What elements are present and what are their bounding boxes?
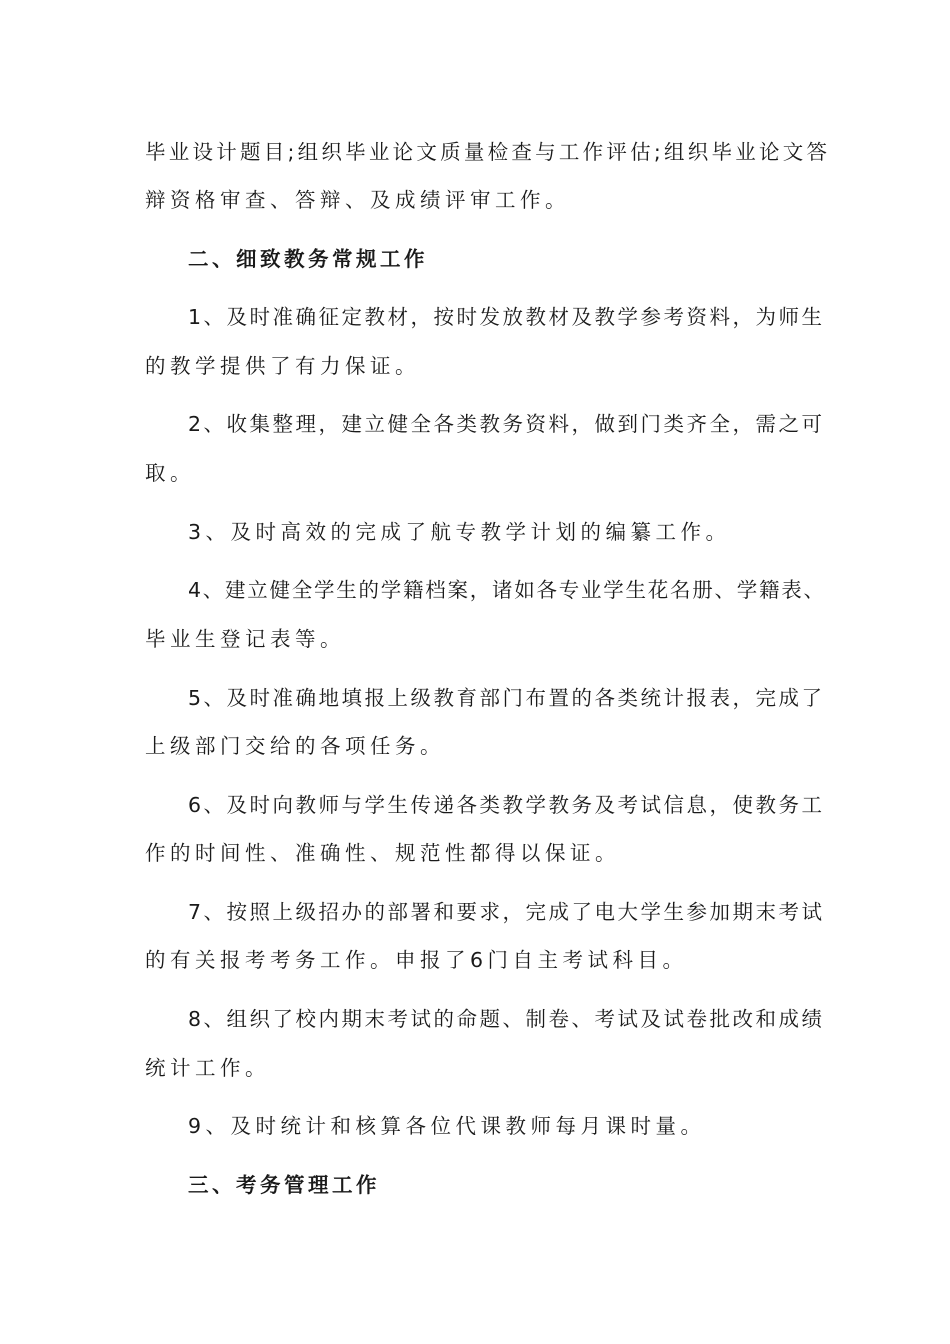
paragraph-line: 毕业设计题目;组织毕业论文质量检查与工作评估;组织毕业论文答 <box>145 140 831 164</box>
section-heading: 三、考务管理工作 <box>188 1173 380 1197</box>
list-item-line: 4、建立健全学生的学籍档案，诸如各专业学生花名册、学籍表、 <box>188 578 826 602</box>
list-item-line: 6、及时向教师与学生传递各类教学教务及考试信息，使教务工 <box>188 793 825 817</box>
paragraph-line: 辩资格审查、答辩、及成绩评审工作。 <box>145 188 570 212</box>
paragraph-line: 上级部门交给的各项任务。 <box>145 734 445 758</box>
list-item-line: 7、按照上级招办的部署和要求，完成了电大学生参加期末考试 <box>188 900 825 924</box>
section-heading: 二、细致教务常规工作 <box>188 247 428 271</box>
paragraph-line: 统计工作。 <box>145 1056 270 1080</box>
paragraph-line: 作的时间性、准确性、规范性都得以保证。 <box>145 841 620 865</box>
paragraph-line: 毕业生登记表等。 <box>145 627 345 651</box>
list-item-line: 2、收集整理，建立健全各类教务资料，做到门类齐全，需之可 <box>188 412 825 436</box>
paragraph-line: 取。 <box>145 461 195 485</box>
list-item-line: 9、及时统计和核算各位代课教师每月课时量。 <box>188 1114 706 1138</box>
paragraph-line: 的教学提供了有力保证。 <box>145 354 420 378</box>
list-item-line: 3、及时高效的完成了航专教学计划的编纂工作。 <box>188 520 731 544</box>
paragraph-line: 的有关报考考务工作。申报了6门自主考试科目。 <box>145 948 688 972</box>
list-item-line: 1、及时准确征定教材，按时发放教材及教学参考资料，为师生 <box>188 305 825 329</box>
list-item-line: 5、及时准确地填报上级教育部门布置的各类统计报表，完成了 <box>188 686 825 710</box>
list-item-line: 8、组织了校内期末考试的命题、制卷、考试及试卷批改和成绩 <box>188 1007 825 1031</box>
